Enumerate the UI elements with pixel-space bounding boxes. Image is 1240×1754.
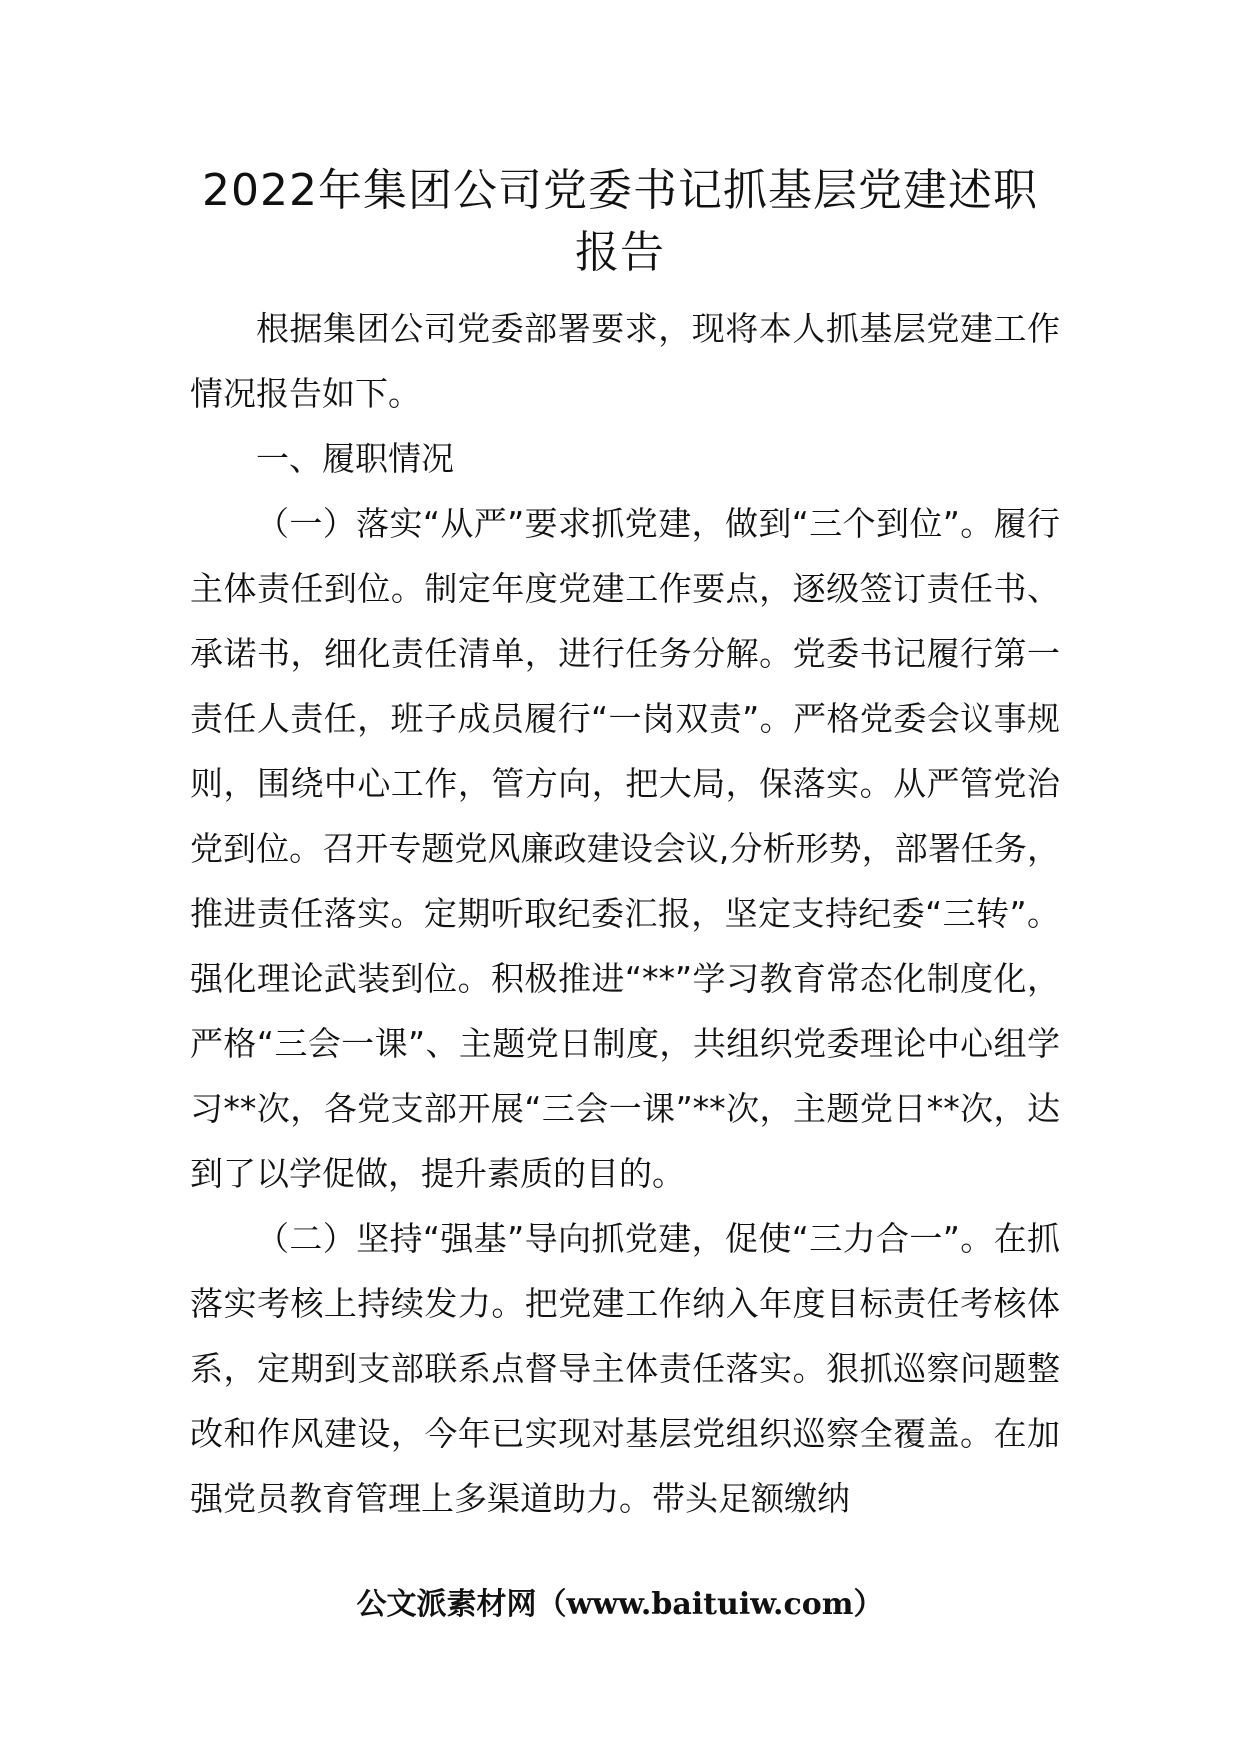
document-body <box>190 296 1060 1531</box>
paragraph-intro: 根据集团公司党委部署要求，现将本人抓基层党建工作情况报告如下。 <box>190 309 1060 413</box>
paragraph-section-1-1: （一）落实“从严”要求抓党建，做到“三个到位”。履行主体责任到位。制定年度党建工作要点，逐级签订责任书、承诺书，细化责任清单，进行任务分解。党委书记履行第一责任人责任，班子成员履行“一岗双责”。严格党委会议事规则，围绕中心工作，管方向，把大局，保落实。从严管党治党到位。召开专题党风廉政建设会议,分析形势，部署任务，推进责任落实。定期听取纪委汇报，坚定支持纪委“三转”。强化理论武装到位。积极推进“**”学习教育常态化制度化，严格“三会一课”、主题党日制度，共组织党委理论中心组学习**次，各党支部开展“三会一课”**次，主题党日**次，达到了以学促做，提升素质的目的。 <box>190 504 1060 1193</box>
document-title <box>150 160 1090 284</box>
paragraph-section-1-2: （二）坚持“强基”导向抓党建，促使“三力合一”。在抓落实考核上持续发力。把党建工作纳入年度目标责任考核体系，定期到支部联系点督导主体责任落实。狠抓巡察问题整改和作风建设，今年已实现对基层党组织巡察全覆盖。在加强党员教育管理上多渠道助力。带头足额缴纳 <box>190 1219 1060 1518</box>
section-heading-1: 一、履职情况 <box>256 439 454 478</box>
title-line-1: 2022年集团公司党委书记抓基层党建述职 <box>202 165 1038 216</box>
title-line-2: 报告 <box>575 227 665 278</box>
footer-watermark-text: 公文派素材网（www.baituiw.com） <box>356 1587 884 1622</box>
